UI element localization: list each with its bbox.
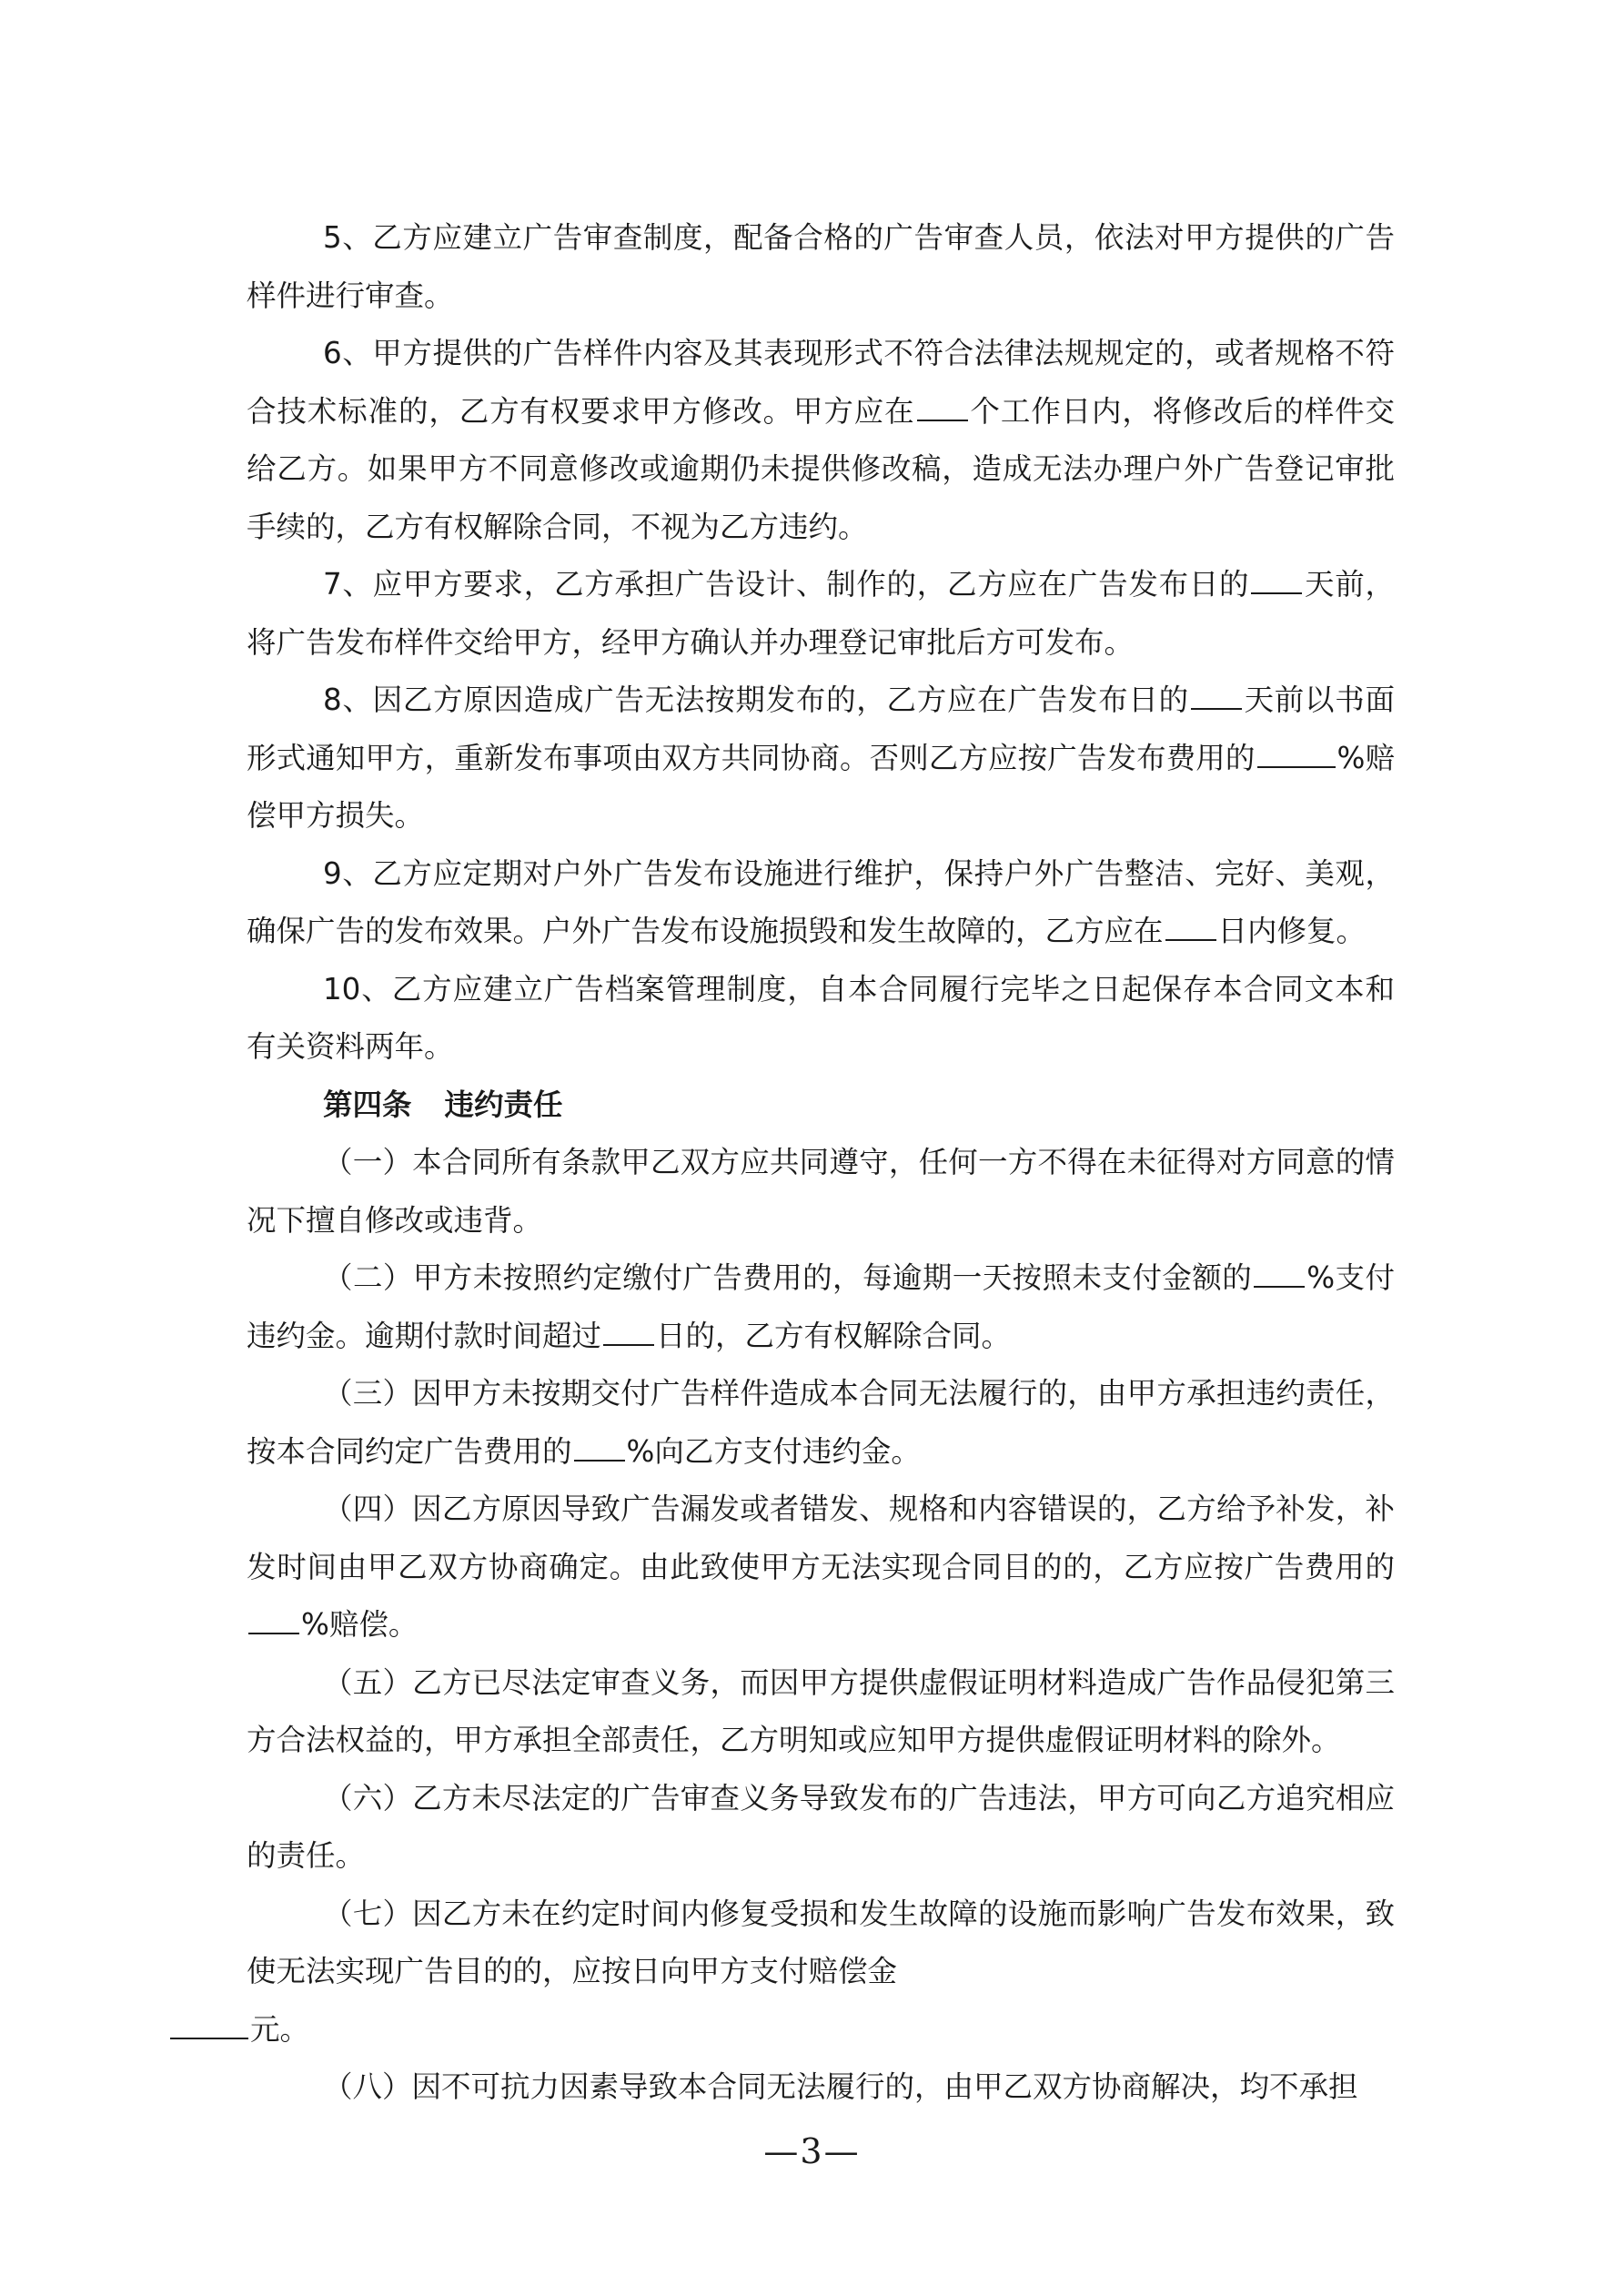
fill-blank[interactable] [1257, 741, 1336, 768]
page-content [247, 209, 1395, 2117]
text-segment: 个工作日内，将修改后的样件交给乙方。如果甲方不同意修改或逾期仍未提供修改稿，造成无法办理户外广告登记审批手续的，乙方有权解除合同，不视为乙方违约。 [247, 393, 1395, 544]
fill-blank[interactable] [1254, 1260, 1305, 1288]
text-segment: %赔偿甲方损失。 [247, 740, 1395, 833]
text-segment: （二）甲方未按照约定缴付广告费用的，每逾期一天按照未支付金额的 [323, 1260, 1253, 1295]
text-segment: 日的，乙方有权解除合同。 [656, 1318, 1012, 1353]
clause-10: 10、乙方应建立广告档案管理制度，自本合同履行完毕之日起保存本合同文本和有关资料两年。 [247, 971, 1395, 1064]
liability-item-5: （五）乙方已尽法定审查义务，而因甲方提供虚假证明材料造成广告作品侵犯第三方合法权益的，甲方承担全部责任，乙方明知或应知甲方提供虚假证明材料的除外。 [247, 1664, 1395, 1757]
fill-blank[interactable] [917, 394, 968, 421]
fill-blank[interactable] [170, 2012, 248, 2039]
text-segment: （四）因乙方原因导致广告漏发或者错发、规格和内容错误的，乙方给予补发，补发时间由甲乙双方协商确定。由此致使甲方无法实现合同目的的，乙方应按广告费用的 [247, 1492, 1395, 1584]
liability-item-8: （八）因不可抗力因素导致本合同无法履行的，由甲乙双方协商解决，均不承担 [323, 2069, 1358, 2104]
fill-blank[interactable] [248, 1607, 299, 1634]
page-number: —3— [763, 2131, 861, 2171]
liability-item-3 [247, 1365, 1395, 1481]
text-segment: 天前，将广告发布样件交给甲方，经甲方确认并办理登记审批后方可发布。 [247, 567, 1395, 660]
fill-blank[interactable] [603, 1319, 654, 1346]
liability-item-1: （一）本合同所有条款甲乙双方应共同遵守，任何一方不得在未征得对方同意的情况下擅自修改或违背。 [247, 1145, 1395, 1238]
liability-item-4 [247, 1481, 1395, 1654]
clause-8 [247, 672, 1395, 845]
text-segment: %赔偿。 [301, 1607, 419, 1642]
text-segment: %向乙方支付违约金。 [626, 1433, 921, 1469]
text-segment: 7、应甲方要求，乙方承担广告设计、制作的，乙方应在广告发布日的 [323, 567, 1250, 602]
liability-item-7 [247, 1886, 1395, 2059]
clause-5: 5、乙方应建立广告审查制度，配备合格的广告审查人员，依法对甲方提供的广告样件进行审查。 [247, 220, 1395, 313]
text-segment: 日内修复。 [1217, 914, 1367, 948]
clause-9 [247, 845, 1395, 961]
clause-6 [247, 325, 1395, 556]
text-segment: （三）因甲方未按期交付广告样件造成本合同无法履行的，由甲方承担违约责任，按本合同约定广告费用的 [247, 1376, 1395, 1469]
text-segment: 天前以书面形式通知甲方，重新发布事项由双方共同协商。否则乙方应按广告发布费用的 [247, 683, 1395, 775]
text-segment: 8、因乙方原因造成广告无法按期发布的，乙方应在广告发布日的 [323, 683, 1189, 717]
liability-item-2 [247, 1249, 1395, 1365]
clause-7 [247, 556, 1395, 672]
liability-item-6: （六）乙方未尽法定的广告审查义务导致发布的广告违法，甲方可向乙方追究相应的责任。 [247, 1780, 1395, 1873]
text-segment: 元。 [250, 2011, 310, 2047]
text-segment: 9、乙方应定期对户外广告发布设施进行维护，保持户外广告整洁、完好、美观，确保广告的发布效果。户外广告发布设施损毁和发生故障的，乙方应在 [247, 855, 1395, 948]
fill-blank[interactable] [1251, 567, 1302, 594]
fill-blank[interactable] [1165, 914, 1216, 941]
article-title: 违约责任 [444, 1087, 563, 1122]
article-heading [247, 1077, 1395, 1135]
text-segment: 6、甲方提供的广告样件内容及其表现形式不符合法律法规规定的，或者规格不符合技术标准的，乙方有权要求甲方修改。甲方应在 [247, 336, 1395, 429]
fill-blank[interactable] [1191, 683, 1242, 710]
fill-blank[interactable] [574, 1434, 625, 1462]
text-segment: %支付违约金。逾期付款时间超过 [247, 1260, 1395, 1353]
text-segment: （七）因乙方未在约定时间内修复受损和发生故障的设施而影响广告发布效果，致使无法实现广告目的的，应按日向甲方支付赔偿金 [247, 1896, 1395, 1988]
article-number: 第四条 [323, 1087, 412, 1122]
